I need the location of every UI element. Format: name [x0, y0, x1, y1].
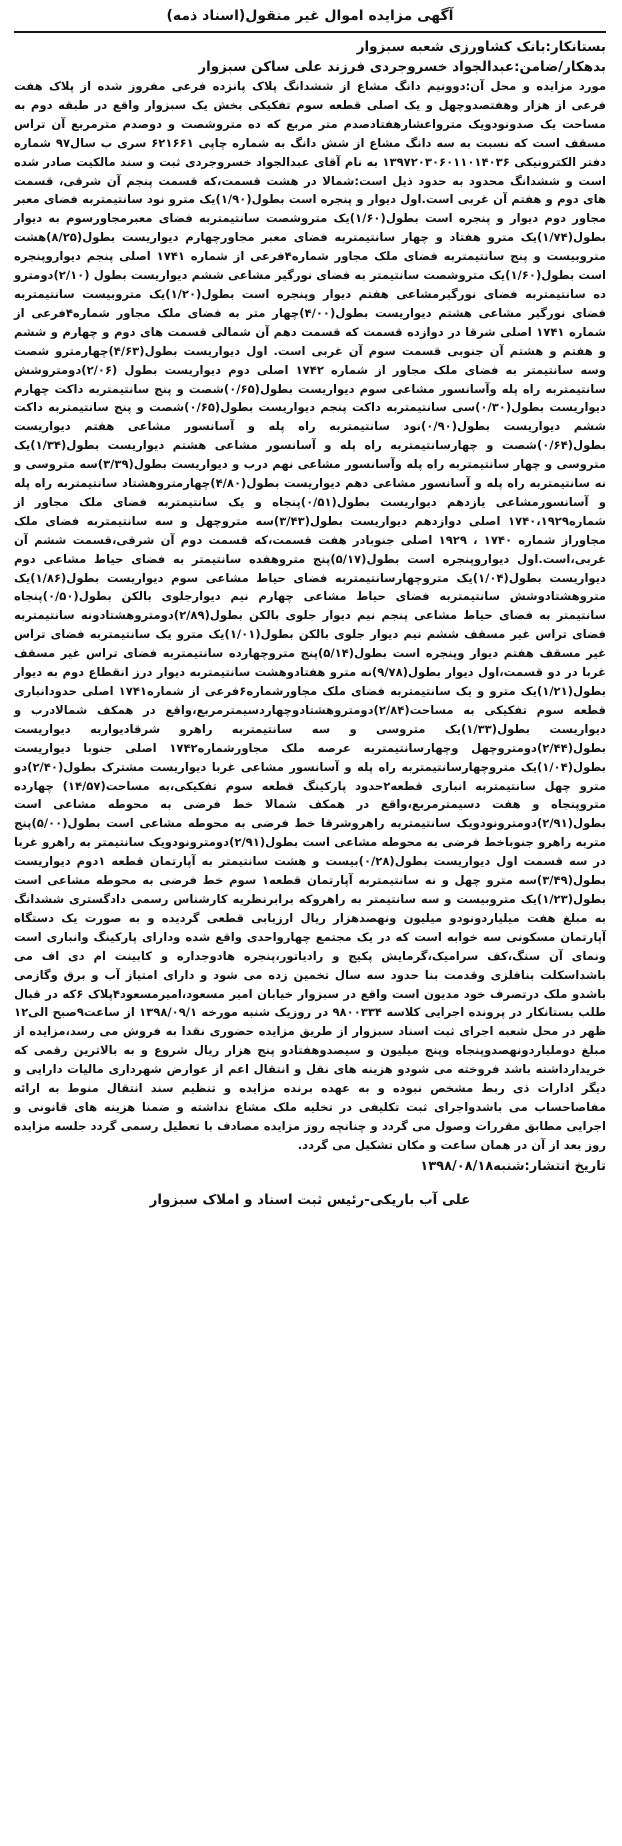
- notice-title: آگهی مزایده اموال غیر منقول(اسناد ذمه): [166, 8, 454, 24]
- creditor-line: بستانکار:بانک کشاورزی شعبه سبزوار: [356, 39, 606, 55]
- publish-date: تاریخ انتشار:شنبه۱۳۹۸/۰۸/۱۸: [420, 1158, 606, 1174]
- title-divider: [14, 31, 606, 33]
- debtor-line: بدهکار/ضامن:عبدالجواد خسروجردی فرزند علی ساکن سبزوار: [198, 59, 606, 75]
- notice-body: مورد مزایده و محل آن:دوونیم دانگ مشاع از ششدانگ پلاک پانزده فرعی مفروز شده از پلاک هفت فرعی از هزار وهفتصدوچهل و یک اصلی قطعه سوم تفکیکی بخش یک سبزوار واقع در طبقه دوم به مساحت یک صدونودویک مترواعشارهفتادصدم متر مربع که ده متروشصت و دوصدم مترمربع آن تراس مسقف است که نسبت به سه دانگ مشاع از شش دانگ به شماره چاپی ۶۲۱۶۶۱ سری ب سال۹۷ شماره دفتر الکترونیکی ۱۳۹۷۲۰۳۰۶۰۱۱۰۱۴۰۳۶ به نام آقای عبدالجواد خسروجردی ثبت و سند مالکیت صادر شده است و ششدانگ محدود به حدود ذیل است:شمالا در هشت قسمت،که قسمت پنجم آن شرقی، قسمت های دوم و هفتم آن غربی است.اول دیوار و پنجره است بطول(۱/۹۰)یک مترو نود سانتیمتربه فضای معبر مجاور دوم دیوار و پنجره است بطول(۱/۶۰)یک متروشصت سانتیمتربه فضای معبرمجاورسوم به دیوار بطول(۱/۷۴)یک مترو هفتاد و چهار سانتیمتربه فضای معبر مجاورچهارم دیواریست بطول(۸/۲۵)هشت متروبیست و پنج سانتیمتربه فضای ملک مجاور شماره۴فرعی از شماره ۱۷۴۱ اصلی پنجم دیواروپنجره است بطول(۱/۶۰)یک متروشصت سانتیمتر به فضای نورگیر مشاعی ششم دیواریست بطول (۲/۱۰)دومترو ده سانتیمتربه فضای نورگیرمشاعی هفتم دیوار وپنجره است بطول(۱/۲۰)یک متروبیست سانتیمتربه فضای نورگیر مشاعی هشتم دیواریست بطول(۴/۰۰)چهار متر به فضای ملک مجاور شماره۴فرعی از شماره ۱۷۴۱ اصلی شرقا در دوازده قسمت که قسمت دهم آن شمالی قسمت های دوم و چهارم و ششم و هفتم و هشتم آن جنوبی قسمت سوم آن غربی است. اول دیواریست بطول(۴/۶۳)چهارمترو شصت وسه سانتیمتر به فضای ملک مجاور از شماره ۱۷۴۲ اصلی دوم دیواریست بطول (۲/۰۶)دومتروشش سانتیمتربه راه پله وآسانسور مشاعی سوم دیواریست بطول(۰/۶۵)شصت و پنج سانتیمتربه داکت چهارم دیواریست بطول(۰/۳۰)سی سانتیمتربه داکت پنجم دیواریست بطول(۰/۶۵)شصت و پنج سانتیمتربه داکت ششم دیواریست بطول(۰/۹۰)نود سانتیمتربه راه پله و آسانسور مشاعی هفتم دیواریست بطول(۰/۶۴)شصت و چهارسانتیمتربه راه پله و آسانسور مشاعی هشتم دیواریست بطول(۱/۳۴)یک متروسی و چهار سانتیمتربه راه پله وآسانسور مشاعی نهم درب و دیواریست بطول(۳/۳۹)سه متروسی و نه سانتیمتربه راه پله و آسانسور مشاعی دهم دیواریست بطول(۴/۸۰)چهارمتروهشتاد سانتیمتربه راه پله و آسانسورمشاعی یازدهم دیواریست بطول(۰/۵۱)پنجاه و یک سانتیمتربه فضای ملک مجاور از شماره۱۷۴۰،۱۹۲۹ اصلی دوازدهم دیواریست بطول(۳/۴۳)سه متروچهل و سه سانتیمتربه فضای ملک مجاوراز شماره ۱۷۴۰ ، ۱۹۲۹ اصلی جنوبادر هفت قسمت،که قسمت دوم آن شرقی،قسمت ششم آن غربی،است.اول دیواروپنجره است بطول(۵/۱۷)پنج متروهفده سانتیمتر به فضای حیاط مشاعی دوم دیواریست بطول(۱/۰۴)یک متروچهارسانتیمتربه فضای حیاط مشاعی سوم دیواریست بطول(۱/۸۶)یک متروهشتادوشش سانتیمتربه فضای حیاط مشاعی چهارم نیم دیوارجلوی بالکن بطول(۰/۵۰)پنجاه سانتیمتر به فضای حیاط مشاعی پنجم نیم دیوار جلوی بالکن بطول(۲/۸۹)دومتروهشتادونه سانتیمتربه فضای تراس غیر مسقف ششم نیم دیوار جلوی بالکن بطول(۱/۰۱)یک مترو یک سانتیمتربه فضای تراس غیر مسقف هفتم دیوار وپنجره است بطول(۵/۱۴)پنج متروچهارده سانتیمتربه فضای تراس غیر مسقف غربا در دو قسمت،اول دیوار بطول(۹/۷۸)نه مترو هفتادوهشت سانتیمتربه دیوار درز انقطاع دوم به دیوار بطول(۱/۲۱)یک مترو و یک سانتیمتربه فضای ملک مجاورشماره۶فرعی از شماره۱۷۴۱ اصلی حدودانباری قطعه سوم تفکیکی به مساحت(۲/۸۴)دومتروهشتادوچهاردسیمترمربع،واقع در همکف شمالادرب و دیواریست بطول(۱/۳۳)یک متروسی و سه سانتیمتربه راهرو شرقادیواربه دیواریست بطول(۲/۴۴)دومتروچهل وچهارسانتیمتربه عرصه ملک مجاورشماره۱۷۴۲ اصلی جنوبا دیواریست بطول(۱/۰۴)یک متروچهارسانتیمتربه راه پله و آسانسور مشاعی غربا دیواریست مشترک بطول(۲/۴۰)دو مترو چهل سانتیمتربه انباری قطعه۲حدود پارکینگ قطعه سوم تفکیکی،به مساحت(۱۴/۵۷) چهارده متروپنجاه و هفت دسیمترمربع،واقع در همکف شمالا خط فرضی به محوطه مشاعی است بطول(۲/۹۱)دومترونودویک سانتیمتربه راهروشرقا خط فرضی به محوطه مشاعی است بطول(۵/۰۰)پنج متربه راهرو جنوباخط فرضی به محوطه مشاعی است بطول(۲/۹۱)دومترونودویک سانتیمتر به راهرو غربا در سه قسمت اول دیواریست بطول(۰/۲۸)بیست و هشت سانتیمتر به آپارتمان قطعه ۱دوم دیواریست بطول(۳/۴۹)سه مترو چهل و نه سانتیمتربه آپارتمان قطعه۱ سوم خط فرضی به محوطه مشاعی است بطول(۱/۲۳)یک متروبیست و سه سانتیمتر به راهروکه برابرنظریه کارشناس رسمی دادگستری ششدانگ به مبلغ هفت میلیاردونودو میلیون ونهصدهزار ریال ارزیابی قطعی گردیده و به صورت یک دستگاه آپارتمان مسکونی سه خوابه است که در یک مجتمع چهارواحدی واقع شده ودارای پارکینگ وانباری است ونمای آن سنگ،کف سرامیک،گرمایش پکیج و رادیاتور،پنجره هادوجداره و کابینت ام دی اف می باشداسکلت بنافلزی وقدمت بنا حدود سه سال تخمین زده می شود و دارای امتیاز آب و برق وگازمی باشدو ملک درتصرف خود مدیون است واقع در سبزوار خیابان امیر مسعود،امیرمسعود۴پلاک ۶که در قبال طلب بستانکار در پرونده اجرایی کلاسه ۹۸۰۰۳۳۴ در روزیک شنبه مورخه ۱۳۹۸/۰۹/۱ از ساعت۹صبح الی۱۲ ظهر در محل شعبه اجرای ثبت اسناد سبزوار از طریق مزایده حضوری نقدا به فروش می رسد،مزایده از مبلغ دوملیاردونهصدوپنجاه وپنج میلیون و سیصدوهفتادو پنج هزار ریال شروع و به بالاترین رقمی که خریدارداشته باشد فروخته می شودو هزینه های نقل و انتقال اعم از عوارض شهرداری مالیات دارایی و دیگر ادارات ذی ربط مشخص نبوده و به عهده برنده مزایده و تنظیم سند انتقال منوط به ارائه مفاصاحساب می باشدواجرای ثبت تکلیفی در تخلیه ملک مشاع نداشته و ضمنا هزینه های قانونی و اجرایی مطابق مقررات وصول می گردد و چنانچه روز مزایده مصادف با تعطیل رسمی گردد جلسه مزایده روز بعد از آن در همان ساعت و مکان تشکیل می گردد.: [14, 79, 607, 1152]
- signature-line: علی آب باریکی-رئیس ثبت اسناد و املاک سبزوار: [149, 1191, 471, 1208]
